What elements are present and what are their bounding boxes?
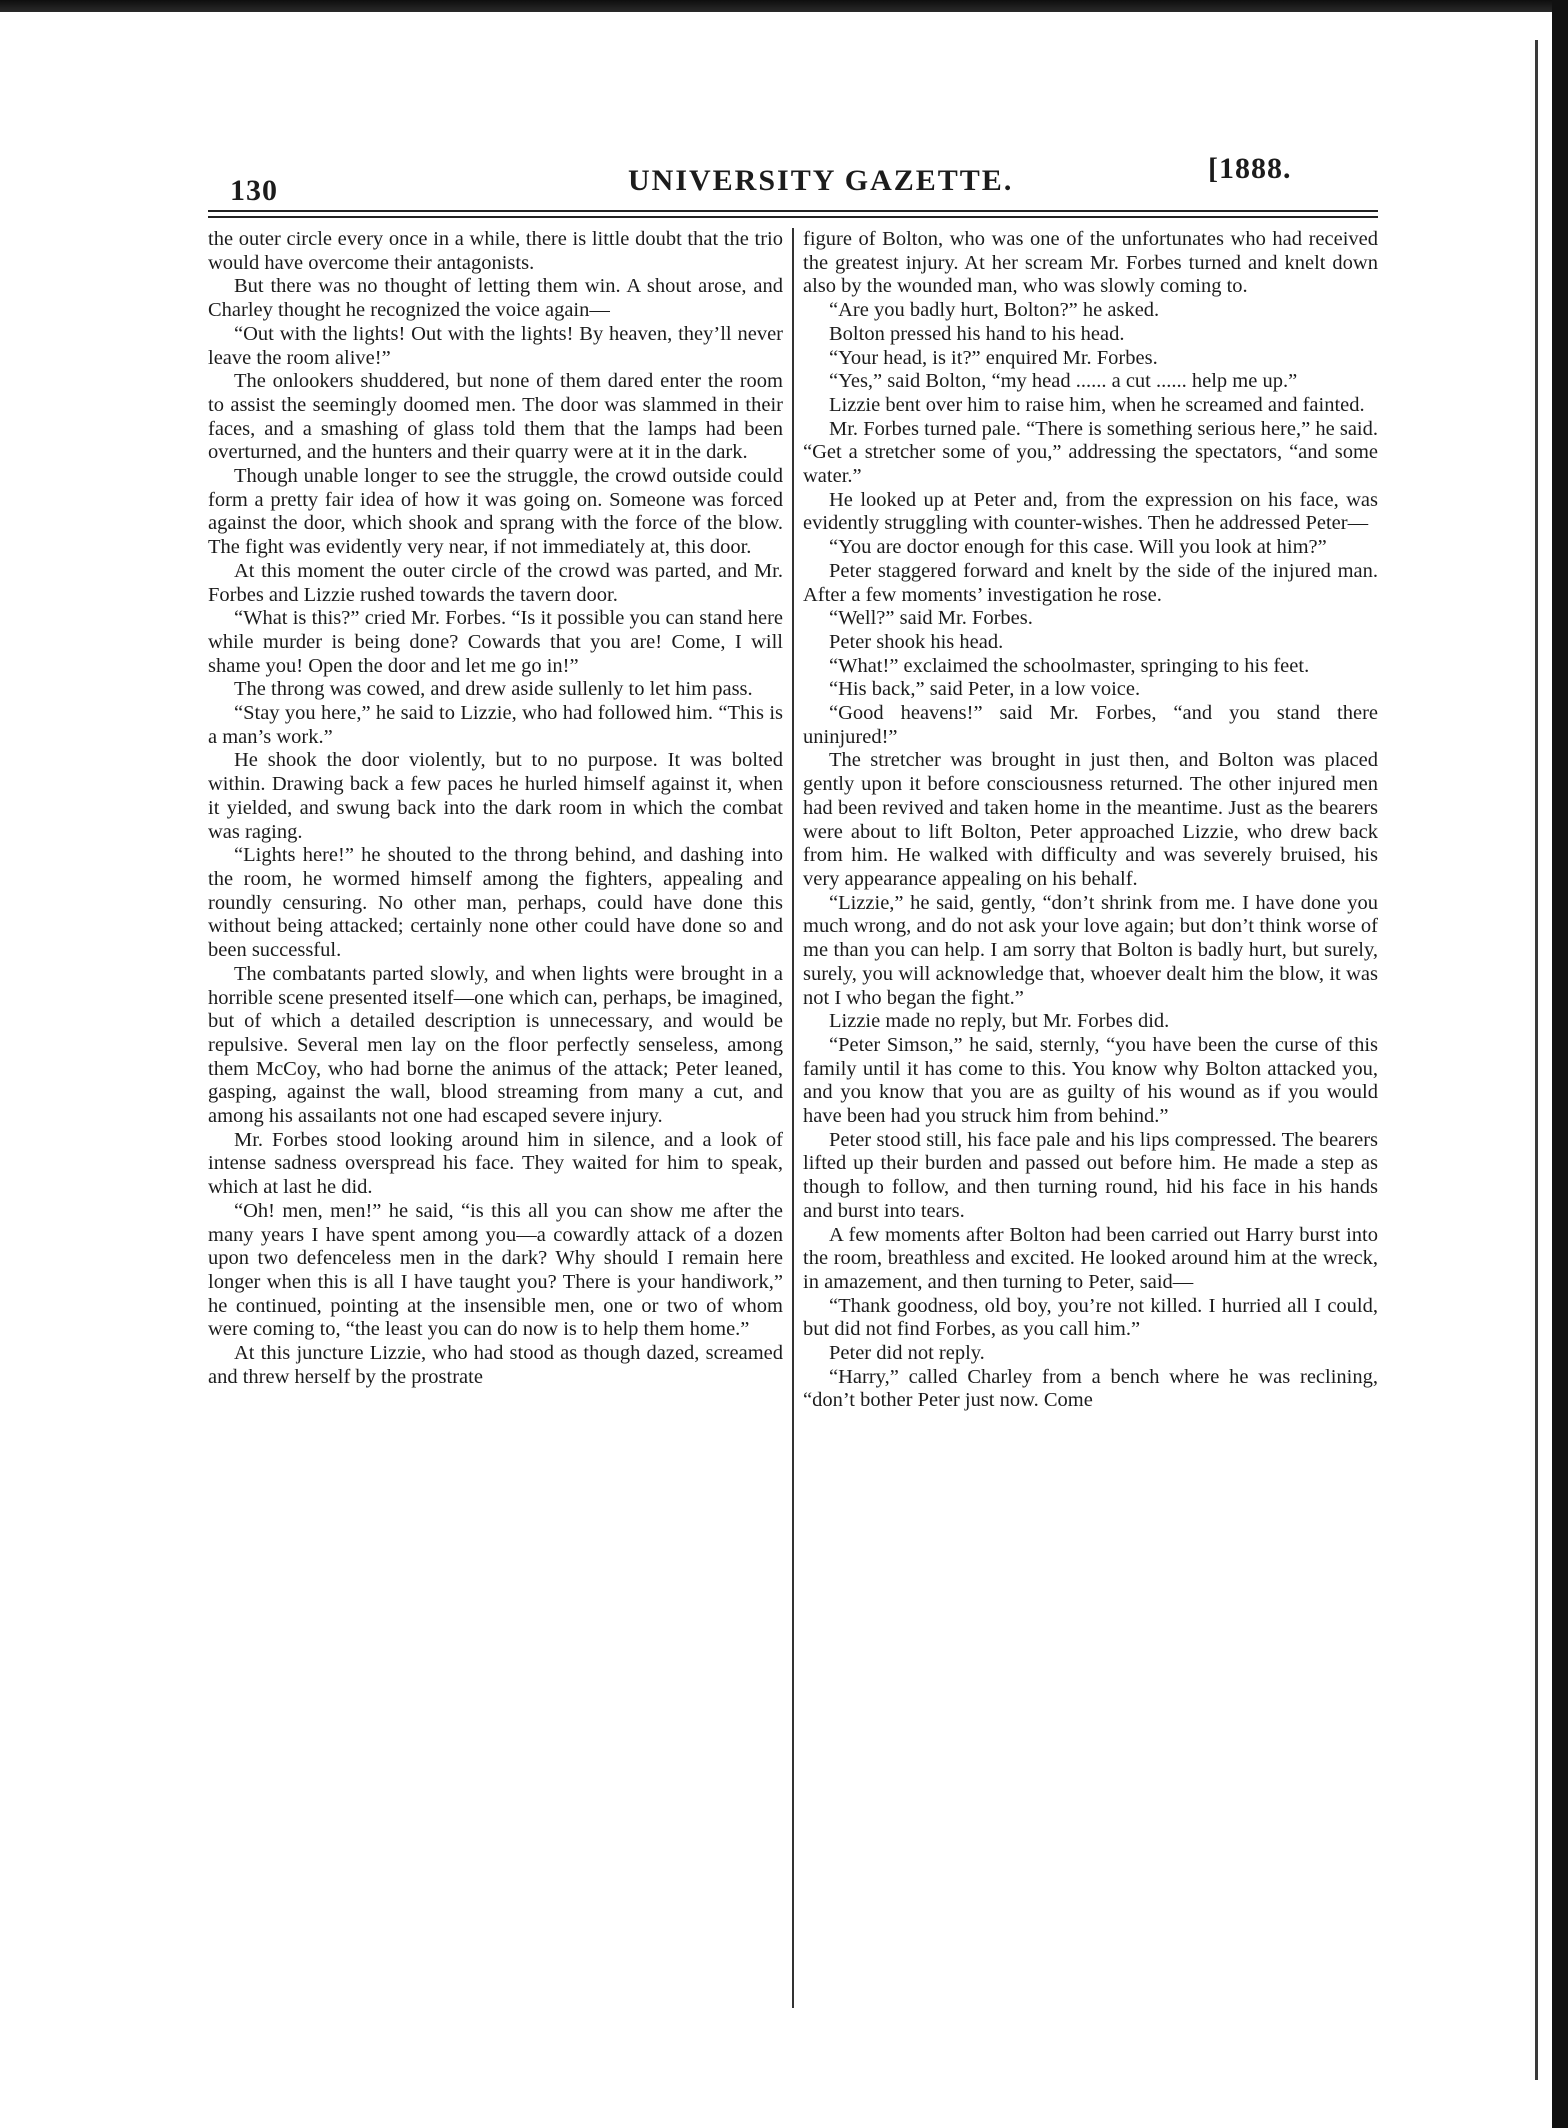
paragraph: “What is this?” cried Mr. Forbes. “Is it possible you can stand here while murder is being done? Cowards that you are! Come, I will shame you! Open the door and let me go in!” <box>208 607 783 677</box>
paragraph: A few moments after Bolton had been carried out Harry burst into the room, breathless and excited. He looked around him at the wreck, in amazement, and then turning to Peter, said— <box>803 1223 1378 1293</box>
paragraph: “Lizzie,” he said, gently, “don’t shrink from me. I have done you much wrong, and do not ask your love again; but don’t think worse of me than you can help. I am sorry that Bolton is badly hurt, but surely, surely, you will acknowledge that, whoever dealt him the blow, it was not I who began the fight.” <box>803 891 1378 1009</box>
paragraph: “Out with the lights! Out with the lights! By heaven, they’ll never leave the room alive!” <box>208 322 783 369</box>
gazette-page <box>208 150 1378 1412</box>
scan-border-right <box>1552 0 1568 2128</box>
paragraph: “His back,” said Peter, in a low voice. <box>829 678 1141 701</box>
paragraph: The stretcher was brought in just then, and Bolton was placed gently upon it before consciousness returned. The other injured men had been revived and taken home in the meantime. Just as the bearers were about to lift Bolton, Peter approached Lizzie, who drew back from him. He walked with difficulty and was severely bruised, his very appearance appealing on his behalf. <box>803 749 1378 890</box>
paragraph: “Peter Simson,” he said, sternly, “you have been the curse of this family until it has come to this. You know why Bolton attacked you, and you know that you are as guilty of his wound as if you would have been had you struck him from behind.” <box>803 1033 1378 1128</box>
text-columns <box>208 228 1378 2008</box>
page-edge-shadow <box>1535 40 1538 2080</box>
paragraph: The throng was cowed, and drew aside sullenly to let him pass. <box>234 678 753 701</box>
paragraph: Mr. Forbes turned pale. “There is something serious here,” he said. “Get a stretcher some of you,” addressing the spectators, “and some water.” <box>803 417 1378 488</box>
paragraph: Lizzie made no reply, but Mr. Forbes did. <box>829 1010 1170 1033</box>
paragraph: Mr. Forbes stood looking around him in silence, and a look of intense sadness overspread his face. They waited for him to speak, which at last he did. <box>208 1128 783 1199</box>
page-number: 130 <box>230 174 278 207</box>
paragraph: “What!” exclaimed the schoolmaster, springing to his feet. <box>829 654 1310 677</box>
paragraph: “You are doctor enough for this case. Will you look at him?” <box>829 536 1327 559</box>
paragraph: “Well?” said Mr. Forbes. <box>829 607 1033 630</box>
paragraph: The combatants parted slowly, and when lights were brought in a horrible scene presented itself—one which can, perhaps, be imagined, but of which a detailed description is unnecessary, and would be repulsive. Several men lay on the floor perfectly senseless, among them McCoy, who had borne the animus of the attack; Peter leaned, gasping, against the wall, blood streaming from many a cut, and among his assailants not one had escaped severe injury. <box>208 962 783 1128</box>
running-header <box>208 150 1378 207</box>
paragraph: He shook the door violently, but to no purpose. It was bolted within. Drawing back a few paces he hurled himself against it, when it yielded, and swung back into the dark room in which the combat was raging. <box>208 749 783 843</box>
paragraph: “Harry,” called Charley from a bench where he was reclining, “don’t bother Peter just now. Come <box>803 1365 1378 1412</box>
paragraph: At this juncture Lizzie, who had stood as though dazed, screamed and threw herself by the prostrate <box>208 1342 783 1388</box>
paragraph: figure of Bolton, who was one of the unfortunates who had received the greatest injury. At her scream Mr. Forbes turned and knelt down also by the wounded man, who was slowly coming to. <box>803 228 1378 298</box>
paragraph: The onlookers shuddered, but none of them dared enter the room to assist the seemingly doomed men. The door was slammed in their faces, and a smashing of glass told them that the lamps had been overturned, and the hunters and their quarry were at it in the dark. <box>208 370 783 464</box>
publication-year: [1888. <box>1208 152 1292 185</box>
publication-title: UNIVERSITY GAZETTE. <box>628 164 1014 197</box>
paragraph: Though unable longer to see the struggle, the crowd outside could form a pretty fair idea of how it was going on. Someone was forced against the door, which shook and sprang with the force of the blow. The fight was evidently very near, if not immediately at, this door. <box>208 465 783 559</box>
paragraph: But there was no thought of letting them win. A shout arose, and Charley thought he recognized the voice again— <box>208 275 783 322</box>
paragraph: Peter did not reply. <box>829 1342 985 1365</box>
paragraph: “Good heavens!” said Mr. Forbes, “and you stand there uninjured!” <box>803 702 1378 748</box>
paragraph: “Oh! men, men!” he said, “is this all you can show me after the many years I have spent among you—a cowardly attack of a dozen upon two defenceless men in the dark? Why should I remain here longer when this is all I have taught you? There is your handiwork,” he continued, pointing at the insensible men, one or two of whom were coming to, “the least you can do now is to help them home.” <box>208 1199 783 1341</box>
scan-border-top <box>0 0 1568 12</box>
right-column <box>803 228 1378 1413</box>
paragraph: He looked up at Peter and, from the expression on his face, was evidently struggling with counter-wishes. Then he addressed Peter— <box>803 488 1378 535</box>
paragraph: Bolton pressed his hand to his head. <box>829 322 1125 345</box>
paragraph: “Are you badly hurt, Bolton?” he asked. <box>829 299 1160 322</box>
paragraph: Peter stood still, his face pale and his lips compressed. The bearers lifted up their burden and passed out before him. He made a step as though to follow, and then turning round, hid his face in his hands and burst into tears. <box>803 1128 1378 1222</box>
paragraph: “Yes,” said Bolton, “my head ...... a cut ...... help me up.” <box>829 370 1298 393</box>
paragraph: “Thank goodness, old boy, you’re not killed. I hurried all I could, but did not find Forbes, as you call him.” <box>803 1294 1378 1341</box>
paragraph: Lizzie bent over him to raise him, when he screamed and fainted. <box>829 393 1365 416</box>
paragraph: the outer circle every once in a while, there is little doubt that the trio would have overcome their antagonists. <box>208 228 783 274</box>
header-rule-top <box>208 210 1378 212</box>
paragraph: Peter shook his head. <box>829 630 1004 653</box>
paragraph: “Stay you here,” he said to Lizzie, who had followed him. “This is a man’s work.” <box>208 702 783 748</box>
paragraph: Peter staggered forward and knelt by the side of the injured man. After a few moments’ investigation he rose. <box>803 559 1378 606</box>
paragraph: “Lights here!” he shouted to the throng behind, and dashing into the room, he wormed himself among the fighters, appealing and roundly censuring. No other man, perhaps, could have done this without being attacked; certainly none other could have done so and been successful. <box>208 844 783 962</box>
left-column <box>208 228 783 1389</box>
header-rule-bottom <box>208 216 1378 218</box>
column-divider <box>792 228 794 2008</box>
paragraph: At this moment the outer circle of the crowd was parted, and Mr. Forbes and Lizzie rushed towards the tavern door. <box>208 559 783 606</box>
paragraph: “Your head, is it?” enquired Mr. Forbes. <box>829 346 1158 369</box>
